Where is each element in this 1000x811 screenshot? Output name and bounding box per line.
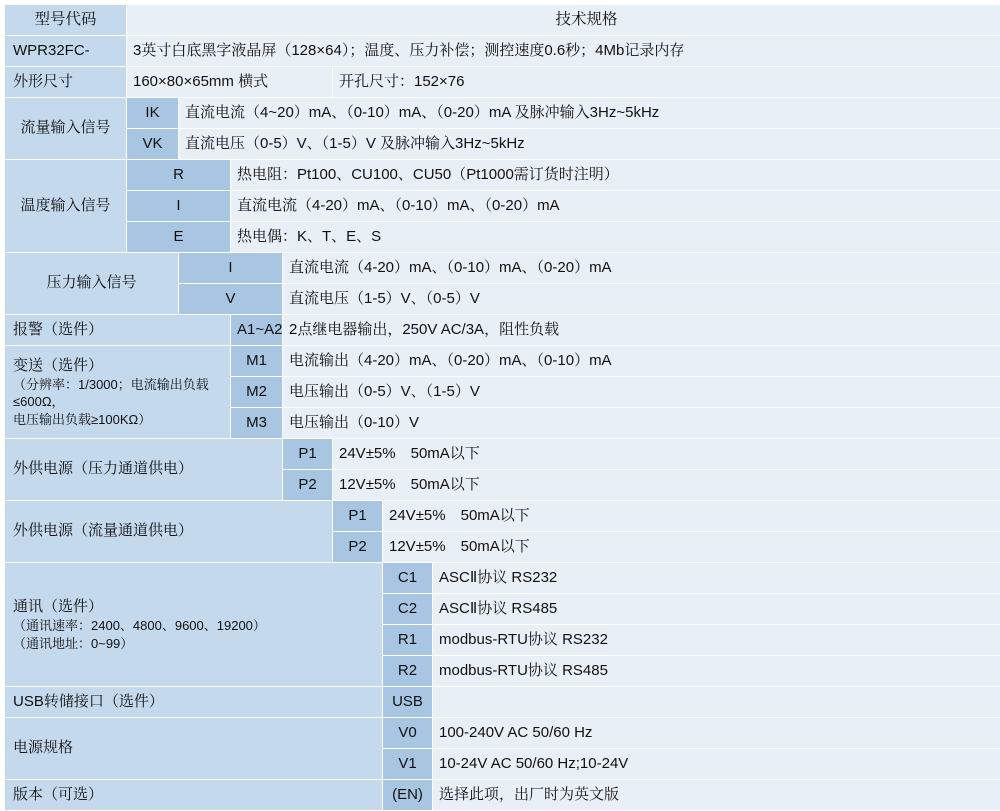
code-power-press-p1: P1 — [283, 439, 333, 470]
value-power-v0: 100-240V AC 50/60 Hz — [433, 718, 1000, 749]
row-label-alarm: 报警（选件） — [5, 315, 231, 346]
table-row — [5, 98, 1000, 129]
value-power-flow-p1: 24V±5% 50mA以下 — [383, 501, 1000, 532]
row-label-comm — [5, 563, 383, 687]
value-press-v: 直流电压（1-5）V、（0-5）V — [283, 284, 1000, 315]
code-temp-r: R — [127, 160, 231, 191]
table-row — [5, 253, 1000, 284]
code-comm-c2: C2 — [383, 594, 433, 625]
value-comm-r1: modbus-RTU协议 RS232 — [433, 625, 1000, 656]
code-transmit-m2: M2 — [231, 377, 283, 408]
code-flow-ik: IK — [127, 98, 179, 129]
row-label-usb: USB转储接口（选件） — [5, 687, 383, 718]
table-row — [5, 67, 1000, 98]
row-label-version: 版本（可选） — [5, 780, 383, 811]
code-flow-vk: VK — [127, 129, 179, 160]
table-row — [5, 129, 1000, 160]
table-row — [5, 315, 1000, 346]
row-value-dimensions-right: 开孔尺寸：152×76 — [333, 67, 1000, 98]
table-row — [5, 563, 1000, 594]
row-value-dimensions-left: 160×80×65mm 横式 — [127, 67, 333, 98]
value-transmit-m2: 电压输出（0-5）V、（1-5）V — [283, 377, 1000, 408]
value-temp-e: 热电偶：K、T、E、S — [231, 222, 1000, 253]
header-model-code: 型号代码 — [5, 5, 127, 36]
code-temp-e: E — [127, 222, 231, 253]
table-row — [5, 718, 1000, 749]
value-press-i: 直流电流（4-20）mA、（0-10）mA、（0-20）mA — [283, 253, 1000, 284]
row-label-model: WPR32FC- — [5, 36, 127, 67]
comm-label-main: 通讯（选件） — [13, 598, 103, 615]
code-usb: USB — [383, 687, 433, 718]
code-power-flow-p1: P1 — [333, 501, 383, 532]
table-row — [5, 160, 1000, 191]
code-transmit-m1: M1 — [231, 346, 283, 377]
code-comm-r1: R1 — [383, 625, 433, 656]
code-power-v0: V0 — [383, 718, 433, 749]
row-value-model: 3英寸白底黑字液晶屏（128×64）；温度、压力补偿；测控速度0.6秒；4Mb记录内存 — [127, 36, 1000, 67]
code-alarm: A1~A2 — [231, 315, 283, 346]
value-comm-c2: ASCⅡ协议 RS485 — [433, 594, 1000, 625]
value-comm-r2: modbus-RTU协议 RS485 — [433, 656, 1000, 687]
code-temp-i: I — [127, 191, 231, 222]
table-row — [5, 346, 1000, 377]
comm-label-sub2: （通讯地址：0~99） — [13, 635, 376, 653]
value-power-flow-p2: 12V±5% 50mA以下 — [383, 532, 1000, 563]
row-label-power-spec: 电源规格 — [5, 718, 383, 780]
table-row — [5, 687, 1000, 718]
code-power-press-p2: P2 — [283, 470, 333, 501]
value-transmit-m3: 电压输出（0-10）V — [283, 408, 1000, 439]
value-flow-vk: 直流电压（0-5）V、（1-5）V 及脉冲输入3Hz~5kHz — [179, 129, 1000, 160]
value-usb — [433, 687, 1000, 718]
value-alarm: 2点继电器输出，250V AC/3A，阻性负载 — [283, 315, 1000, 346]
value-comm-c1: ASCⅡ协议 RS232 — [433, 563, 1000, 594]
row-label-dimensions: 外形尺寸 — [5, 67, 127, 98]
value-power-press-p1: 24V±5% 50mA以下 — [333, 439, 1000, 470]
code-press-i: I — [179, 253, 283, 284]
row-label-transmit — [5, 346, 231, 439]
table-row — [5, 780, 1000, 811]
row-label-press-input: 压力输入信号 — [5, 253, 179, 315]
code-power-v1: V1 — [383, 749, 433, 780]
table-row — [5, 439, 1000, 470]
row-label-flow-input: 流量输入信号 — [5, 98, 127, 160]
code-comm-r2: R2 — [383, 656, 433, 687]
value-temp-i: 直流电流（4-20）mA、（0-10）mA、（0-20）mA — [231, 191, 1000, 222]
code-power-flow-p2: P2 — [333, 532, 383, 563]
row-label-power-press: 外供电源（压力通道供电） — [5, 439, 283, 501]
code-comm-c1: C1 — [383, 563, 433, 594]
code-version-en: (EN) — [383, 780, 433, 811]
value-temp-r: 热电阻：Pt100、CU100、CU50（Pt1000需订货时注明） — [231, 160, 1000, 191]
transmit-label-main: 变送（选件） — [13, 357, 103, 374]
value-transmit-m1: 电流输出（4-20）mA、（0-20）mA、（0-10）mA — [283, 346, 1000, 377]
value-version-en: 选择此项，出厂时为英文版 — [433, 780, 1000, 811]
specification-table — [4, 4, 1000, 811]
table-row — [5, 36, 1000, 67]
comm-label-sub1: （通讯速率：2400、4800、9600、19200） — [13, 617, 376, 635]
transmit-label-sub1: （分辨率：1/3000；电流输出负载≤600Ω， — [13, 376, 224, 411]
header-tech-spec: 技术规格 — [127, 5, 1000, 36]
code-transmit-m3: M3 — [231, 408, 283, 439]
table-row — [5, 222, 1000, 253]
value-power-v1: 10-24V AC 50/60 Hz;10-24V — [433, 749, 1000, 780]
code-press-v: V — [179, 284, 283, 315]
value-power-press-p2: 12V±5% 50mA以下 — [333, 470, 1000, 501]
value-flow-ik: 直流电流（4~20）mA、（0-10）mA、（0-20）mA 及脉冲输入3Hz~5kHz — [179, 98, 1000, 129]
table-row — [5, 501, 1000, 532]
table-row — [5, 191, 1000, 222]
table-header-row — [5, 5, 1000, 36]
transmit-label-sub2: 电压输出负载≥100KΩ） — [13, 411, 224, 429]
row-label-power-flow: 外供电源（流量通道供电） — [5, 501, 333, 563]
row-label-temp-input: 温度输入信号 — [5, 160, 127, 253]
